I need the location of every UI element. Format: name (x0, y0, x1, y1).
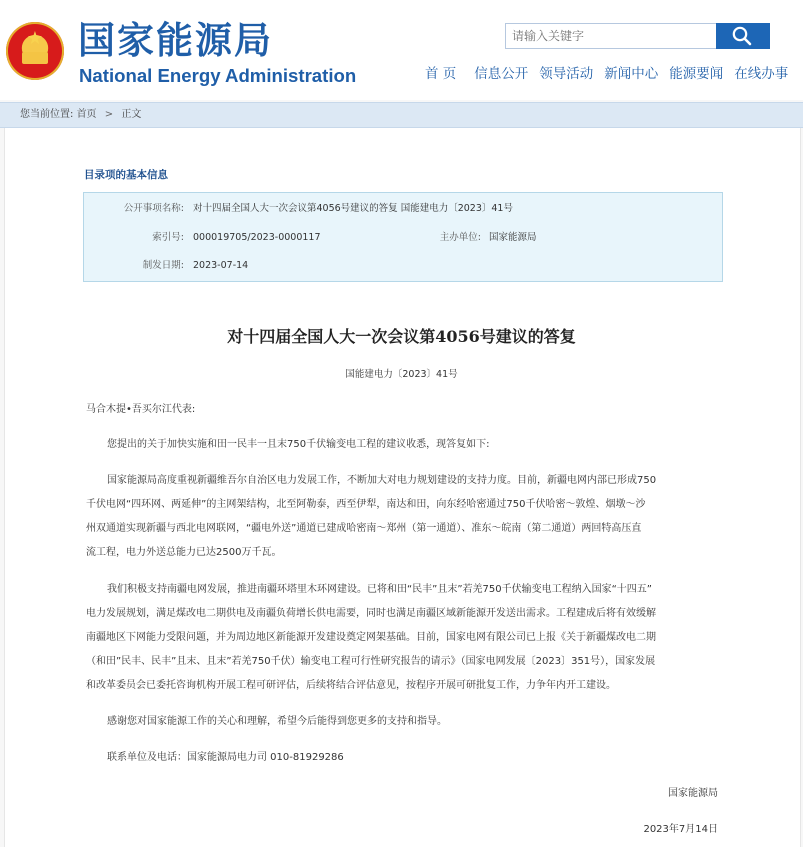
paragraph-line: 州双通道实现新疆与西北电网联网，“疆电外送”通道已建成哈密南～郑州（第一通道）、准东～皖南（第二通道）两回特高压直 (86, 523, 642, 534)
info-value: 2023-07-14 (193, 260, 249, 271)
salutation: 马合木提•吾买尔江代表: (86, 404, 196, 415)
paragraph-line: 和改革委员会已委托咨询机构开展工程可研评估，后续将结合评估意见，按程序开展可研批复工作，力争年内开工建设。 (86, 680, 616, 691)
paragraph-line: 千伏电网“四环网、两延伸”的主网架结构，北至阿勒泰，西至伊犁，南达和田，向东经哈密通过750千伏哈密～敦煌、烟墩～沙 (86, 499, 646, 510)
info-value: 对十四届全国人大一次会议第4056号建议的答复 国能建电力〔2023〕41号 (193, 203, 513, 214)
info-heading: 目录项的基本信息 (84, 169, 168, 181)
info-label: 公开事项名称: (123, 203, 184, 214)
nav-leader-activities[interactable]: 领导活动 (539, 66, 594, 82)
info-label: 主办单位: (439, 232, 481, 243)
main-nav (425, 64, 799, 84)
breadcrumb-bar (0, 102, 803, 128)
breadcrumb-prefix: 您当前位置: (20, 109, 74, 120)
info-label: 制发日期: (142, 260, 184, 271)
signer: 国家能源局 (668, 788, 718, 799)
nav-info-disclosure[interactable]: 信息公开 (474, 66, 529, 82)
search-bar (505, 23, 769, 49)
nav-news-center[interactable]: 新闻中心 (604, 66, 659, 82)
breadcrumb-separator: > (104, 109, 114, 120)
paragraph-line: 我们积极支持南疆电网发展，推进南疆环塔里木环网建设。已将和田“民丰”且末”若羌750千伏输变电工程纳入国家“十四五” (107, 584, 652, 595)
paragraph-line: 南疆地区下网能力受限问题，并为周边地区新能源开发建设奠定网架基础。目前，国家电网有限公司已上报《关于新疆煤改电二期 (86, 632, 656, 643)
nav-online-services[interactable]: 在线办事 (734, 66, 789, 82)
search-input[interactable] (505, 23, 721, 49)
site-logo-english[interactable]: National Energy Administration (79, 65, 357, 86)
article-title: 对十四届全国人大一次会议第4056号建议的答复 (227, 327, 576, 346)
site-logo-chinese[interactable]: 国家能源局 (78, 19, 273, 62)
search-button[interactable] (716, 23, 770, 49)
document-number: 国能建电力〔2023〕41号 (345, 369, 458, 380)
breadcrumb (20, 108, 141, 122)
breadcrumb-home-link[interactable]: 首页 (76, 109, 97, 120)
info-value: 000019705/2023-0000117 (193, 232, 321, 243)
nav-home[interactable]: 首 页 (425, 66, 457, 82)
paragraph-line: 电力发展规划，满足煤改电二期供电及南疆负荷增长供电需要，同时也满足南疆区域新能源开发送出需求。工程建成后将有效缓解 (86, 608, 656, 619)
breadcrumb-current: 正文 (121, 109, 142, 120)
paragraph-line: 国家能源局高度重视新疆维吾尔自治区电力发展工作，不断加大对电力规划建设的支持力度。目前，新疆电网内部已形成750 (107, 475, 657, 486)
paragraph-line: 流工程，电力外送总能力已达2500万千瓦。 (86, 547, 282, 558)
national-emblem-icon: ★ (6, 22, 64, 80)
nav-energy-news[interactable]: 能源要闻 (669, 66, 724, 82)
info-box (83, 192, 723, 282)
info-label: 索引号: (152, 232, 184, 243)
info-value: 国家能源局 (489, 232, 537, 243)
search-icon (731, 26, 753, 46)
paragraph-line: （和田”民丰、民丰”且末、且末”若羌750千伏）输变电工程可行性研究报告的请示》（国家电网发展〔2023〕351号），国家发展 (86, 656, 656, 667)
paragraph-line: 感谢您对国家能源工作的关心和理解，希望今后能得到您更多的支持和指导。 (107, 716, 447, 727)
sign-date: 2023年7月14日 (643, 824, 718, 835)
site-header (0, 0, 803, 100)
contact-line: 联系单位及电话：国家能源局电力司 010-81929286 (107, 752, 344, 763)
paragraph-line: 您提出的关于加快实施和田一民丰一且末750千伏输变电工程的建议收悉，现答复如下: (107, 439, 490, 450)
